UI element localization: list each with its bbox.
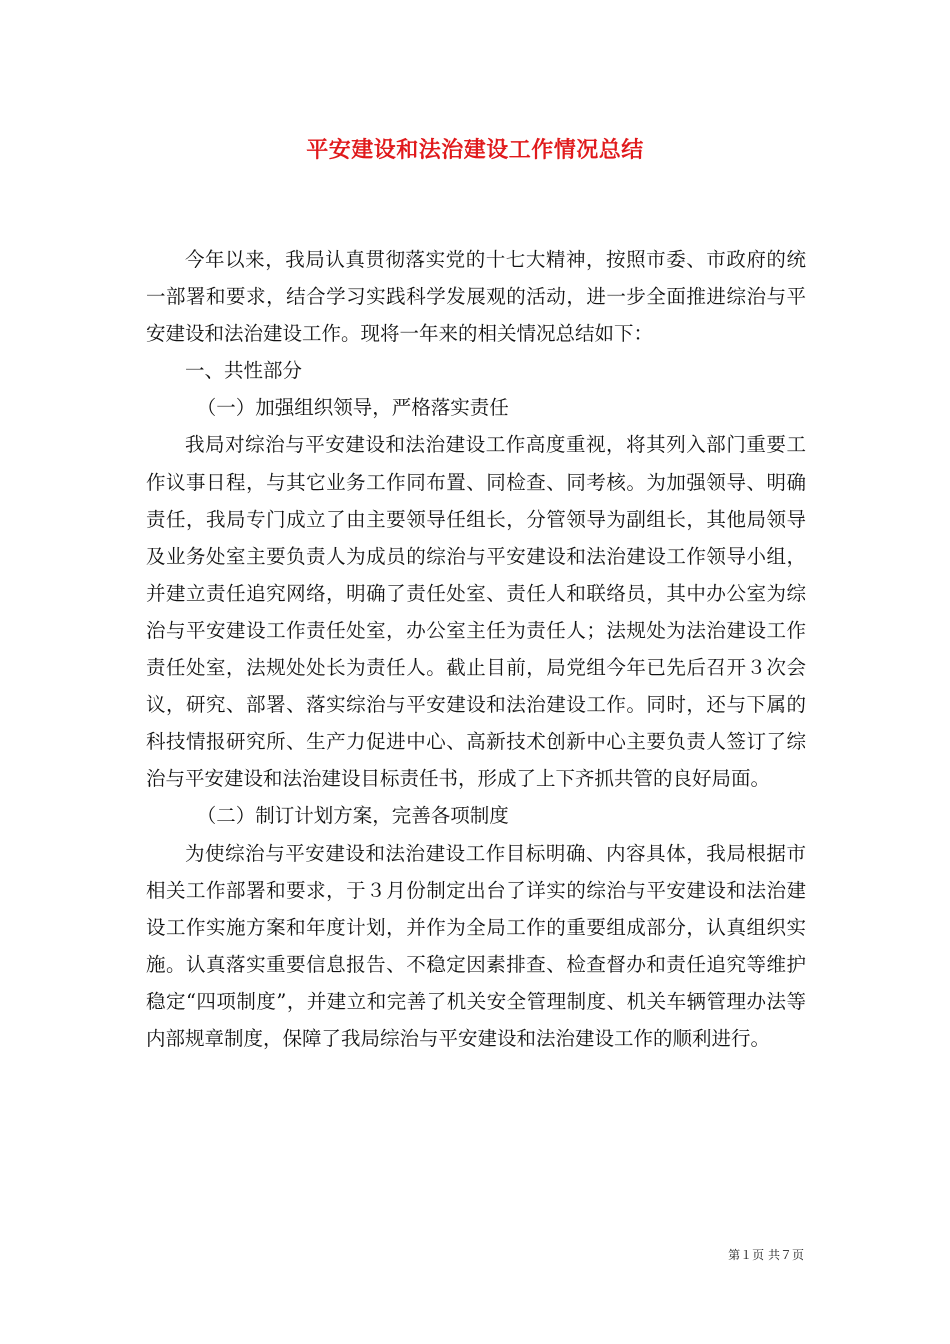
page-number-footer: 第１页 共７页 (728, 1248, 804, 1262)
body-paragraph-2: 为使综治与平安建设和法治建设工作目标明确、内容具体，我局根据市相关工作部署和要求，于３月份制定出台了详实的综治与平安建设和法治建设工作实施方案和年度计划，并作为全局工作的重要组成部分，认真组织实施。认真落实重要信息报告、不稳定因素排查、检查督办和责任追究等维护稳定“四项制度”，并建立和完善了机关安全管理制度、机关车辆管理办法等内部规章制度，保障了我局综治与平安建设和法治建设工作的顺利进行。 (146, 841, 806, 1050)
intro-paragraph: 今年以来，我局认真贯彻落实党的十七大精神，按照市委、市政府的统一部署和要求，结合学习实践科学发展观的活动，进一步全面推进综治与平安建设和法治建设工作。现将一年来的相关情况总结如下： (146, 248, 806, 346)
subsection-heading-1: （一）加强组织领导，严格落实责任 (196, 396, 509, 420)
body-paragraph-1: 我局对综治与平安建设和法治建设工作高度重视，将其列入部门重要工作议事日程，与其它业务工作同布置、同检查、同考核。为加强领导、明确责任，我局专门成立了由主要领导任组长，分管领导为副组长，其他局领导及业务处室主要负责人为成员的综治与平安建设和法治建设工作领导小组，并建立责任追究网络，明确了责任处室、责任人和联络员，其中办公室为综治与平安建设工作责任处室，办公室主任为责任人；法规处为法治建设工作责任处室，法规处处长为责任人。截止目前，局党组今年已先后召开３次会议，研究、部署、落实综治与平安建设和法治建设工作。同时，还与下属的科技情报研究所、生产力促进中心、高新技术创新中心主要负责人签订了综治与平安建设和法治建设目标责任书，形成了上下齐抓共管的良好局面。 (146, 433, 806, 791)
document-title: 平安建设和法治建设工作情况总结 (306, 137, 644, 163)
subsection-heading-2: （二）制订计划方案，完善各项制度 (196, 804, 509, 828)
document-body (146, 241, 806, 1057)
section-heading-common: 一、共性部分 (185, 359, 303, 383)
